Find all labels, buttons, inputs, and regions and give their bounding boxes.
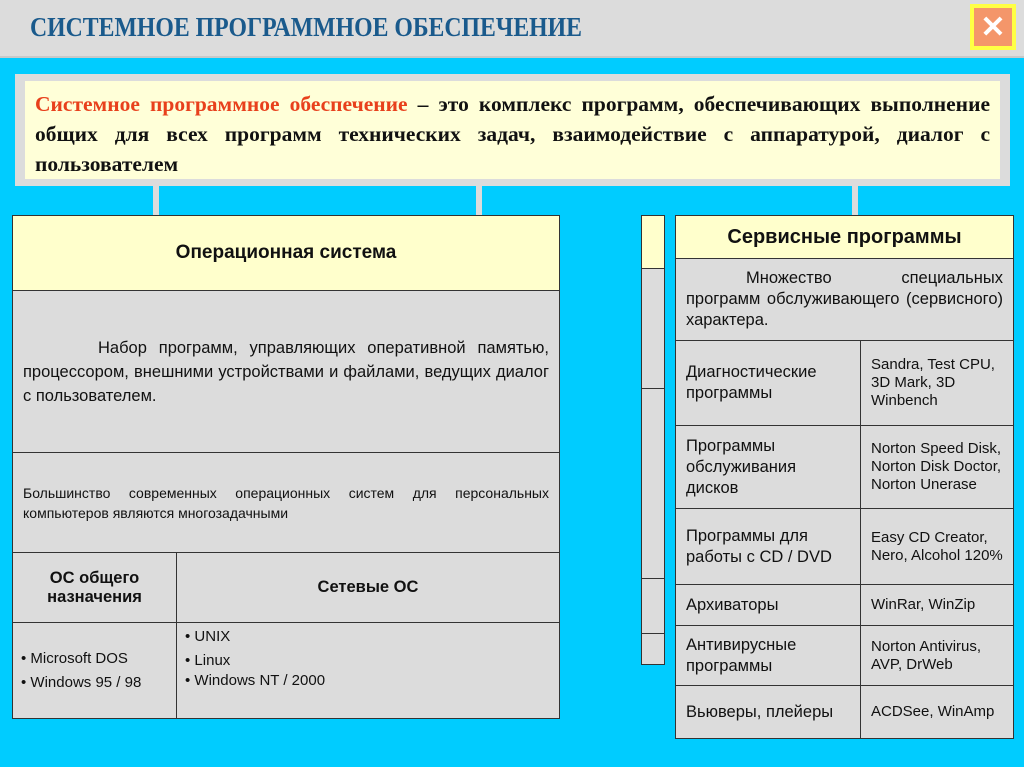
close-icon: ✕ <box>974 8 1012 46</box>
category-cell: Программы обслуживания дисков <box>676 426 861 509</box>
general-os-list <box>21 647 168 695</box>
connector <box>476 186 482 216</box>
os-table <box>12 215 560 719</box>
service-table <box>675 215 1014 739</box>
list-item: • UNIX <box>185 628 231 645</box>
os-description: Набор программ, управляющих оперативной памятью, процессором, внешними устройствами и файлами, ведущих диалог с пользователем. <box>13 291 560 453</box>
list-item: • Windows 95 / 98 <box>21 673 142 691</box>
general-os-title: ОС общего назначения <box>13 553 177 623</box>
category-cell: Архиваторы <box>676 585 861 626</box>
table-row <box>676 686 1014 739</box>
examples-cell: Norton Speed Disk, Norton Disk Doctor, Norton Unerase <box>861 426 1014 509</box>
category-cell: Вьюверы, плейеры <box>676 686 861 739</box>
examples-cell: WinRar, WinZip <box>861 585 1014 626</box>
list-item: • Linux <box>185 652 231 669</box>
examples-cell: Easy CD Creator, Nero, Alcohol 120% <box>861 509 1014 585</box>
category-cell: Программы для работы с CD / DVD <box>676 509 861 585</box>
os-note: Большинство современных операционных систем для персональных компьютеров являются многозадачными <box>13 453 560 553</box>
examples-cell: Sandra, Test CPU, 3D Mark, 3D Winbench <box>861 341 1014 426</box>
examples-cell: Norton Antivirus, AVP, DrWeb <box>861 626 1014 686</box>
examples-cell: ACDSee, WinAmp <box>861 686 1014 739</box>
category-cell: Антивирусные программы <box>676 626 861 686</box>
connector <box>852 186 858 216</box>
page-title: СИСТЕМНОЕ ПРОГРАММНОЕ ОБЕСПЕЧЕНИЕ <box>30 12 582 42</box>
table-row <box>676 585 1014 626</box>
table-row <box>676 509 1014 585</box>
service-title: Сервисные программы <box>676 216 1014 259</box>
list-item: • Microsoft DOS <box>21 649 128 667</box>
side-strip <box>641 215 665 665</box>
table-row <box>676 426 1014 509</box>
table-row <box>676 341 1014 426</box>
os-title: Операционная система <box>13 216 560 291</box>
category-cell: Диагностические программы <box>676 341 861 426</box>
network-os-list <box>185 627 551 691</box>
network-os-title: Сетевые ОС <box>177 553 560 623</box>
list-item: • Windows NT / 2000 <box>185 672 326 689</box>
table-row <box>676 626 1014 686</box>
definition-term: Системное программное обеспечение <box>35 92 408 116</box>
service-description: Множество специальных программ обслуживающего (сервисного) характера. <box>676 259 1014 341</box>
connector <box>153 186 159 216</box>
definition-box <box>15 74 1010 186</box>
close-button[interactable] <box>970 4 1016 50</box>
definition-text: – это комплекс программ, обеспечивающих выполнение общих для всех программ технических задач, взаимодействие с аппаратурой, диалог с пользователем <box>35 92 991 176</box>
